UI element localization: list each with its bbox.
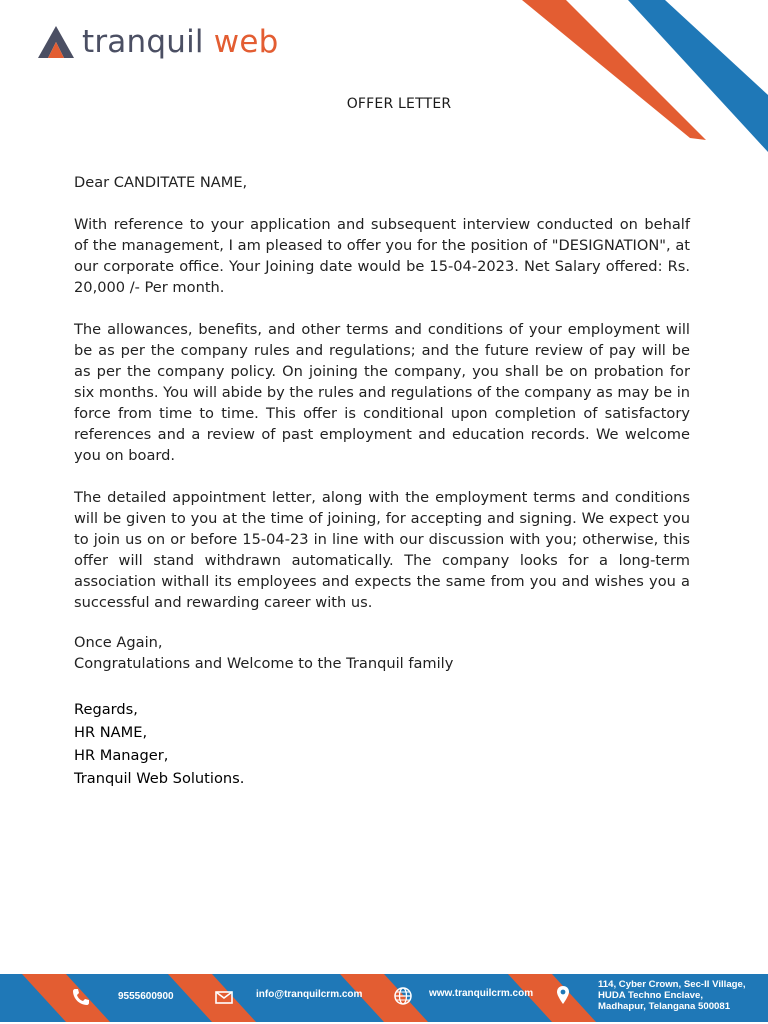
globe-icon <box>393 986 413 1006</box>
paragraph-terms: The allowances, benefits, and other terms and conditions of your employment will be as per the company rules and regulations; and the future review of pay will be as per the company policy. On joining the company, you shall be on probation for six months. You will abide by the rules and regulations of the company as may be in force from time to time. This offer is conditional upon completion of satisfactory references and a review of past employment and education records. We welcome you on board. <box>74 321 690 464</box>
footer-email[interactable]: info@tranquilcrm.com <box>256 989 363 1000</box>
address-line-3: Madhapur, Telangana 500081 <box>598 1001 731 1012</box>
logo-mark-icon <box>36 24 76 60</box>
company-name: Tranquil Web Solutions. <box>74 770 245 787</box>
signer-title: HR Manager, <box>74 747 169 764</box>
paragraph-offer: With reference to your application and subsequent interview conducted on behalf of the management, I am pleased to offer you for the position of "DESIGNATION", at our corporate office. Your Joining date would be 15-04-2023. Net Salary offered: Rs. 20,000 /- Per month. <box>74 216 690 296</box>
closing-line-congratulations: Congratulations and Welcome to the Tranquil family <box>74 655 454 672</box>
orange-diagonal-stripe <box>522 0 706 140</box>
letter-title: OFFER LETTER <box>346 96 452 112</box>
logo-wordmark <box>82 23 279 60</box>
footer-address <box>598 979 746 1012</box>
mail-icon <box>214 987 234 1007</box>
closing-line-once-again: Once Again, <box>74 634 163 651</box>
signer-name: HR NAME, <box>74 724 148 741</box>
closing <box>74 632 690 674</box>
footer-contact-bar <box>0 974 768 1022</box>
address-line-1: 114, Cyber Crown, Sec-II Village, <box>598 979 746 990</box>
address-line-2: HUDA Techno Enclave, <box>598 990 704 1001</box>
signature-block <box>74 698 690 790</box>
salutation: Dear CANDITATE NAME, <box>74 174 248 191</box>
footer-phone[interactable]: 9555600900 <box>118 991 174 1002</box>
logo-word-tranquil: tranquil <box>82 23 204 60</box>
footer-website[interactable]: www.tranquilcrm.com <box>429 988 534 999</box>
regards-text: Regards, <box>74 701 138 718</box>
company-logo <box>36 24 278 60</box>
blue-diagonal-stripe <box>628 0 768 152</box>
letter-body <box>74 172 690 790</box>
logo-word-web: web <box>213 23 279 60</box>
phone-icon <box>70 987 90 1007</box>
location-pin-icon <box>553 985 573 1005</box>
paragraph-appointment: The detailed appointment letter, along with the employment terms and conditions will be given to you at the time of joining, for accepting and signing. We expect you to join us on or before 15-04-23 in line with our discussion with you; otherwise, this offer will stand withdrawn automatically. The company looks for a long-term association withall its employees and expects the same from you and wishes you a successful and rewarding career with us. <box>74 489 690 611</box>
